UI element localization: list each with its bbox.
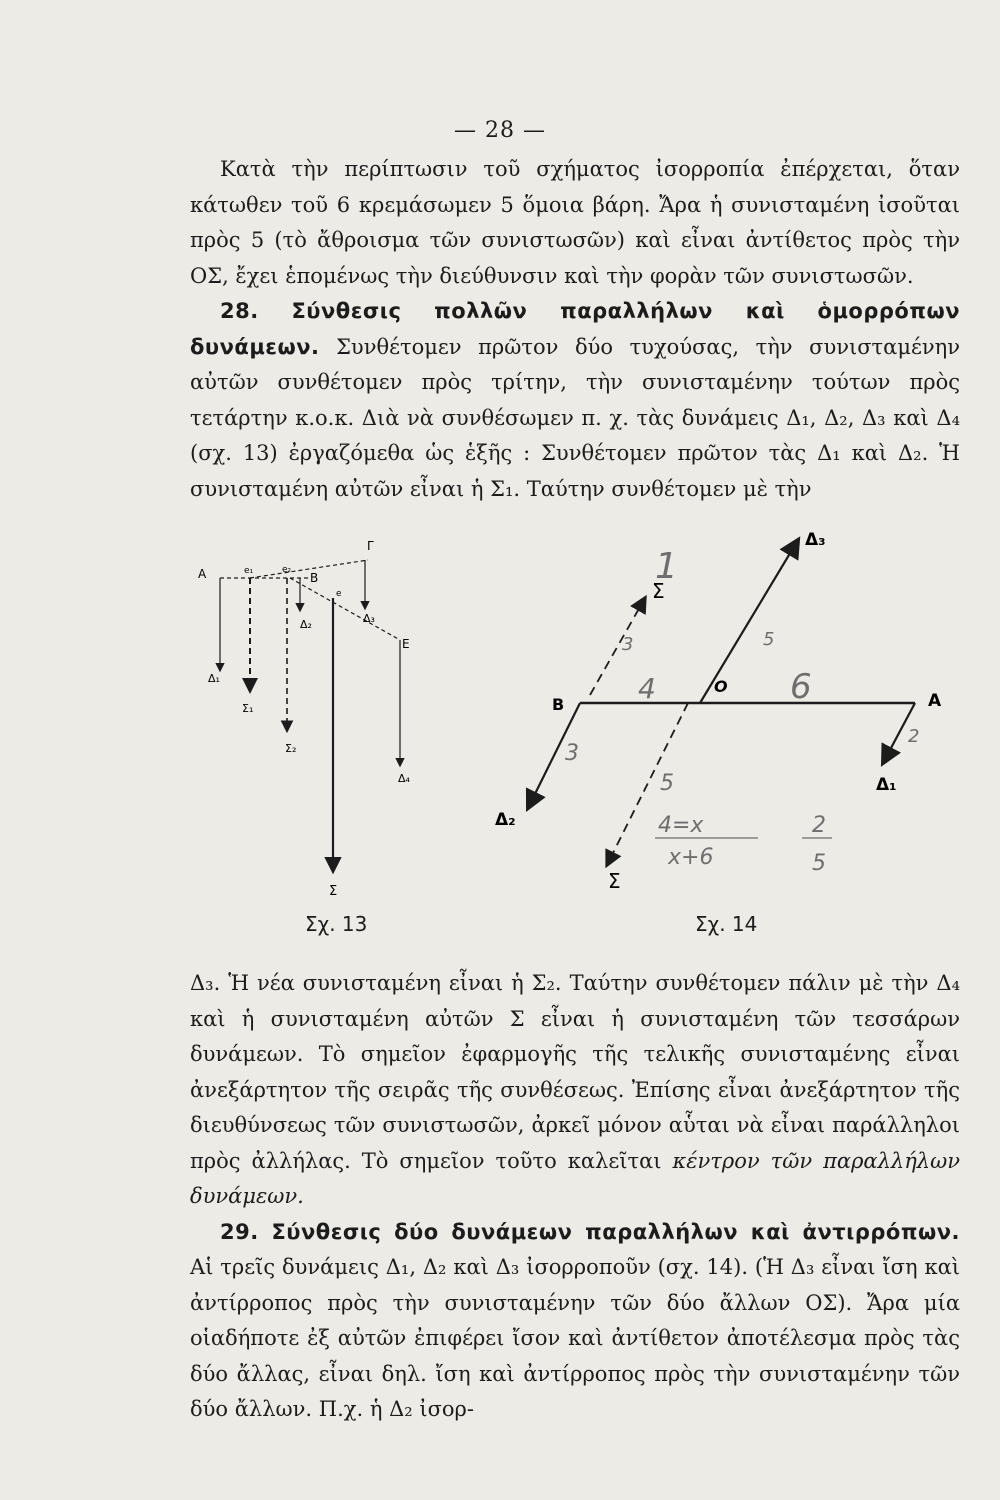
fig13-label-e: e bbox=[336, 589, 342, 599]
fig14-label-b: Β bbox=[552, 695, 565, 714]
note-3: 3 bbox=[565, 741, 579, 766]
fig13-label-s2: Σ₂ bbox=[285, 742, 297, 755]
note-frac-bottom: 5 bbox=[812, 851, 826, 876]
fig14-label-d1: Δ₁ bbox=[876, 775, 897, 795]
fig13-label-g: Γ bbox=[367, 539, 374, 553]
note-6: 6 bbox=[790, 667, 812, 707]
fig13-label-a: Α bbox=[198, 567, 207, 581]
text-block-bottom bbox=[190, 966, 960, 1428]
fig13-label-d3: Δ₃ bbox=[363, 612, 375, 625]
paragraph bbox=[190, 966, 960, 1215]
paragraph-28 bbox=[190, 294, 960, 507]
fig14-resultant-lower bbox=[607, 703, 688, 865]
fig13-label-e2: e₂ bbox=[282, 565, 292, 575]
text-block-top bbox=[190, 152, 960, 507]
note-eq-top: 4=x bbox=[658, 813, 704, 838]
note-eq-bottom: x+6 bbox=[668, 845, 714, 870]
italic-term: κέντρον τῶν παραλλήλων δυνάμεων. bbox=[190, 1148, 961, 1208]
paragraph-text: Δ₃. Ἡ νέα συνισταμένη εἶναι ἡ Σ₂. Ταύτην συνθέτομεν πάλιν μὲ τὴν Δ₄ καὶ ἡ συνισταμένη αὐτῶν Σ εἶναι ἡ συνισταμένη τῶν τεσσάρων δυνάμεων. Τὸ σημεῖον ἐφαρμογῆς τῆς τελικῆς συνισταμένης εἶναι ἀνεξάρτητον τῆς σειρᾶς τῆς συνθέσεως. Ἐπίσης εἶναι ἀνεξάρτητον τῆς διευθύνσεως τῶν συνιστωσῶν, ἀρκεῖ μόνον αὗται νὰ εἶναι παράλληλοι πρὸς ἀλλήλας. Τὸ σημεῖον τοῦτο καλεῖται bbox=[190, 971, 960, 1173]
fig14-label-a: Α bbox=[928, 691, 942, 711]
section-heading-29: 29. Σύνθεσις δύο δυνάμεων παραλλήλων καὶ ἀντιρρόπων. bbox=[220, 1219, 960, 1244]
page-number: — 28 — bbox=[454, 118, 546, 143]
fig13-label-s1: Σ₁ bbox=[242, 702, 254, 715]
fig13-label-b: Β bbox=[310, 571, 319, 585]
figure-14 bbox=[490, 520, 970, 910]
figure-14-caption: Σχ. 14 bbox=[695, 912, 758, 936]
fig13-label-d1: Δ₁ bbox=[208, 672, 220, 685]
fig14-label-d3: Δ₃ bbox=[805, 530, 826, 550]
fig13-label-d4: Δ₄ bbox=[398, 772, 410, 785]
paragraph-29 bbox=[190, 1215, 960, 1428]
paragraph-text: Αἱ τρεῖς δυνάμεις Δ₁, Δ₂ καὶ Δ₃ ἰσορροποῦν (σχ. 14). (Ἡ Δ₃ εἶναι ἴση καὶ ἀντίρροπος πρὸς τὴν συνισταμένην τῶν δύο ἄλλων ΟΣ). Ἄρα μία οἱαδήποτε ἐξ αὐτῶν ἐπιφέρει ἴσον καὶ ἀντίθετον ἀποτέλεσμα πρὸς τὰς δύο ἄλλας, εἶναι δηλ. ἴση καὶ ἀντίρροπος πρὸς τὴν συνισταμένην τῶν δύο ἄλλων. Π.χ. ἡ Δ₂ ἰσορ- bbox=[190, 1255, 960, 1421]
paragraph-text: Συνθέτομεν πρῶτον δύο τυχούσας, τὴν συνισταμένην αὐτῶν συνθέτομεν πρὸς τρίτην, τὴν συνισταμένην τούτων πρὸς τετάρτην κ.ο.κ. Διὰ νὰ συνθέσωμεν π. χ. τὰς δυνάμεις Δ₁, Δ₂, Δ₃ καὶ Δ₄ (σχ. 13) ἐργαζόμεθα ὡς ἑξῆς : Συνθέτομεν πρῶτον τὰς Δ₁ καὶ Δ₂. Ἡ συνισταμένη αὐτῶν εἶναι ἡ Σ₁. Ταύτην συνθέτομεν μὲ τὴν bbox=[190, 334, 960, 501]
note-1: 1 bbox=[655, 546, 678, 587]
fig13-label-d2: Δ₂ bbox=[300, 618, 312, 631]
fig14-label-s-bottom: Σ bbox=[608, 869, 621, 893]
figure-13-caption: Σχ. 13 bbox=[305, 912, 368, 936]
note-4: 4 bbox=[638, 672, 656, 705]
fig14-label-o: Ο bbox=[714, 677, 728, 696]
figure-13 bbox=[190, 530, 440, 910]
note-5: 5 bbox=[660, 771, 674, 796]
fig13-label-e1: e₁ bbox=[244, 566, 254, 576]
section-heading-28: 28. Σύνθεσις πολλῶν παραλλήλων καὶ ὁμορρόπων δυνάμεων. bbox=[190, 299, 960, 359]
paragraph: Κατὰ τὴν περίπτωσιν τοῦ σχήματος ἰσορροπία ἐπέρχεται, ὅταν κάτωθεν τοῦ 6 κρεμάσωμεν 5 ὅμοια βάρη. Ἄρα ἡ συνισταμένη ἰσοῦται πρὸς 5 (τὸ ἄθροισμα τῶν συνιστωσῶν) καὶ εἶναι ἀντίθετος πρὸς τὴν ΟΣ, ἔχει ἑπομένως τὴν διεύθυνσιν καὶ τὴν φορὰν τῶν συνιστωσῶν. bbox=[190, 157, 960, 288]
note-frac-top: 2 bbox=[812, 813, 826, 838]
note-2: 2 bbox=[908, 726, 920, 747]
note-5b: 5 bbox=[763, 629, 775, 650]
fig14-label-s-top: Σ bbox=[652, 579, 665, 603]
fig13-line-to-gamma bbox=[250, 560, 368, 578]
fig14-resultant-upper bbox=[590, 598, 645, 695]
note-3b: 3 bbox=[622, 634, 634, 655]
fig14-label-d2: Δ₂ bbox=[495, 810, 516, 830]
fig13-label-s: Σ bbox=[329, 884, 338, 899]
fig13-label-e: Ε bbox=[402, 637, 410, 651]
